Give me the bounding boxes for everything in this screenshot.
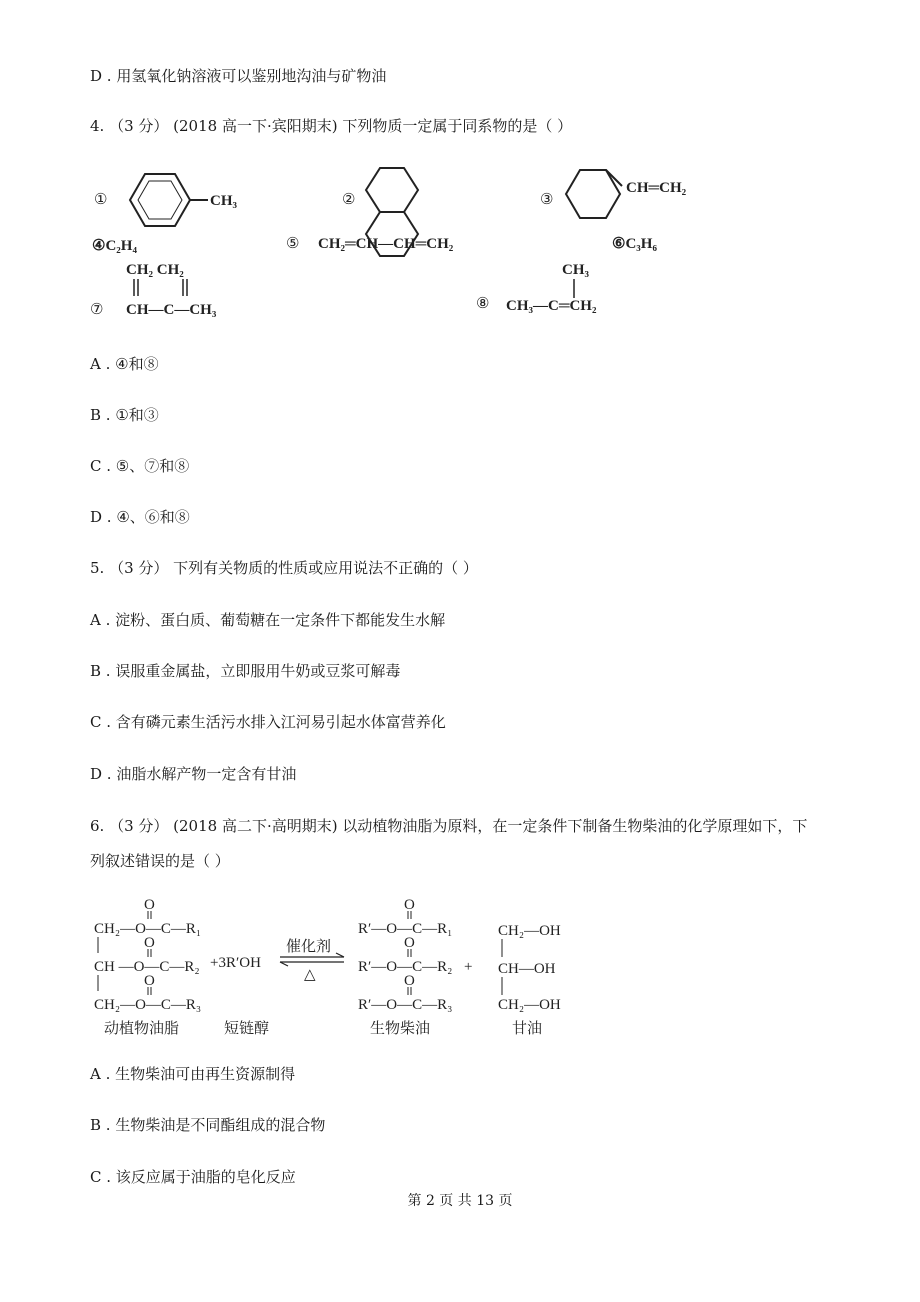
q5-option-c: C . 含有磷元素生活污水排入江河易引起水体富营养化	[90, 713, 446, 731]
page-footer: 第 2 页 共 13 页	[407, 1193, 513, 1209]
label-3: ③	[540, 192, 554, 208]
formula-4: ④C₂H₄	[92, 238, 137, 254]
ring-2a	[366, 168, 418, 212]
q6-option-c: C . 该反应属于油脂的皂化反应	[90, 1168, 296, 1186]
reagent: +3R′OH	[210, 955, 261, 971]
q4-structures-figure	[80, 160, 740, 330]
q6-stem-line1: 6. （3 分） (2018 高二下·高明期末) 以动植物油脂为原料，在一定条件下制备生物柴油的化学原理如下，下	[90, 817, 808, 835]
label-2: ②	[342, 192, 356, 208]
heat: △	[304, 967, 316, 983]
caption-biodiesel: 生物柴油	[370, 1021, 431, 1037]
glycerol-line-3: CH₂—OH	[498, 997, 561, 1013]
label-8: ⑧	[476, 296, 490, 312]
glycerol-line-2: CH—OH	[498, 961, 556, 977]
formula-7-top: CH₂ CH₂	[126, 262, 184, 278]
q4-option-a: A . ④和⑧	[90, 355, 159, 373]
biodiesel-line-1: R′—O—C—R₁	[358, 921, 453, 937]
methyl-1: CH₃	[210, 193, 237, 209]
product-o-2: O	[404, 935, 415, 951]
q4-option-b: B . ①和③	[90, 406, 159, 424]
q4-stem: 4. （3 分） (2018 高一下·宾阳期末) 下列物质一定属于同系物的是（ ）	[90, 117, 573, 135]
q5-option-b: B . 误服重金属盐，立即服用牛奶或豆浆可解毒	[90, 662, 401, 680]
q3-option-d: D . 用氢氧化钠溶液可以鉴别地沟油与矿物油	[90, 67, 387, 85]
biodiesel-line-2: R′—O—C—R₂	[358, 959, 453, 975]
benzene-ring-1	[130, 174, 190, 226]
product-o-3: O	[404, 973, 415, 989]
formula-8-top: CH₃	[562, 262, 589, 278]
carbonyl-o-1: O	[144, 897, 155, 913]
formula-8: CH₃—C═CH₂	[506, 298, 597, 314]
label-1: ①	[94, 192, 108, 208]
plus-sign: +	[464, 959, 473, 975]
q5-option-a: A . 淀粉、蛋白质、葡萄糖在一定条件下都能发生水解	[90, 611, 446, 629]
catalyst: 催化剂	[286, 939, 332, 955]
q6-option-b: B . 生物柴油是不同酯组成的混合物	[90, 1116, 326, 1134]
q6-stem-line2: 列叙述错误的是（ ）	[90, 852, 230, 870]
benzene-ring-1-inner	[138, 181, 182, 219]
product-o-1: O	[404, 897, 415, 913]
carbonyl-o-3: O	[144, 973, 155, 989]
oil-line-2: CH —O—C—R₂	[94, 959, 200, 975]
formula-6: ⑥C₃H₆	[612, 236, 657, 252]
label-7: ⑦	[90, 302, 104, 318]
formula-5: CH₂═CH—CH═CH₂	[318, 236, 454, 252]
oil-line-3: CH₂—O—C—R₃	[94, 997, 202, 1013]
q6-reaction-figure	[88, 895, 568, 1045]
oil-line-1: CH₂—O—C—R₁	[94, 921, 202, 937]
caption-glycerol: 甘油	[512, 1021, 543, 1037]
carbonyl-o-2: O	[144, 935, 155, 951]
glycerol-line-1: CH₂—OH	[498, 923, 561, 939]
formula-7: CH—C—CH₃	[126, 302, 217, 318]
biodiesel-line-3: R′—O—C—R₃	[358, 997, 453, 1013]
label-5: ⑤	[286, 236, 300, 252]
vinyl-3: CH═CH₂	[626, 180, 687, 196]
caption-oil: 动植物油脂	[104, 1021, 180, 1037]
q4-option-d: D . ④、⑥和⑧	[90, 508, 190, 526]
caption-alcohol: 短链醇	[224, 1021, 270, 1037]
q4-option-c: C . ⑤、⑦和⑧	[90, 457, 190, 475]
q5-stem: 5. （3 分） 下列有关物质的性质或应用说法不正确的（ ）	[90, 559, 478, 577]
q5-option-d: D . 油脂水解产物一定含有甘油	[90, 765, 297, 783]
q6-option-a: A . 生物柴油可由再生资源制得	[90, 1065, 296, 1083]
